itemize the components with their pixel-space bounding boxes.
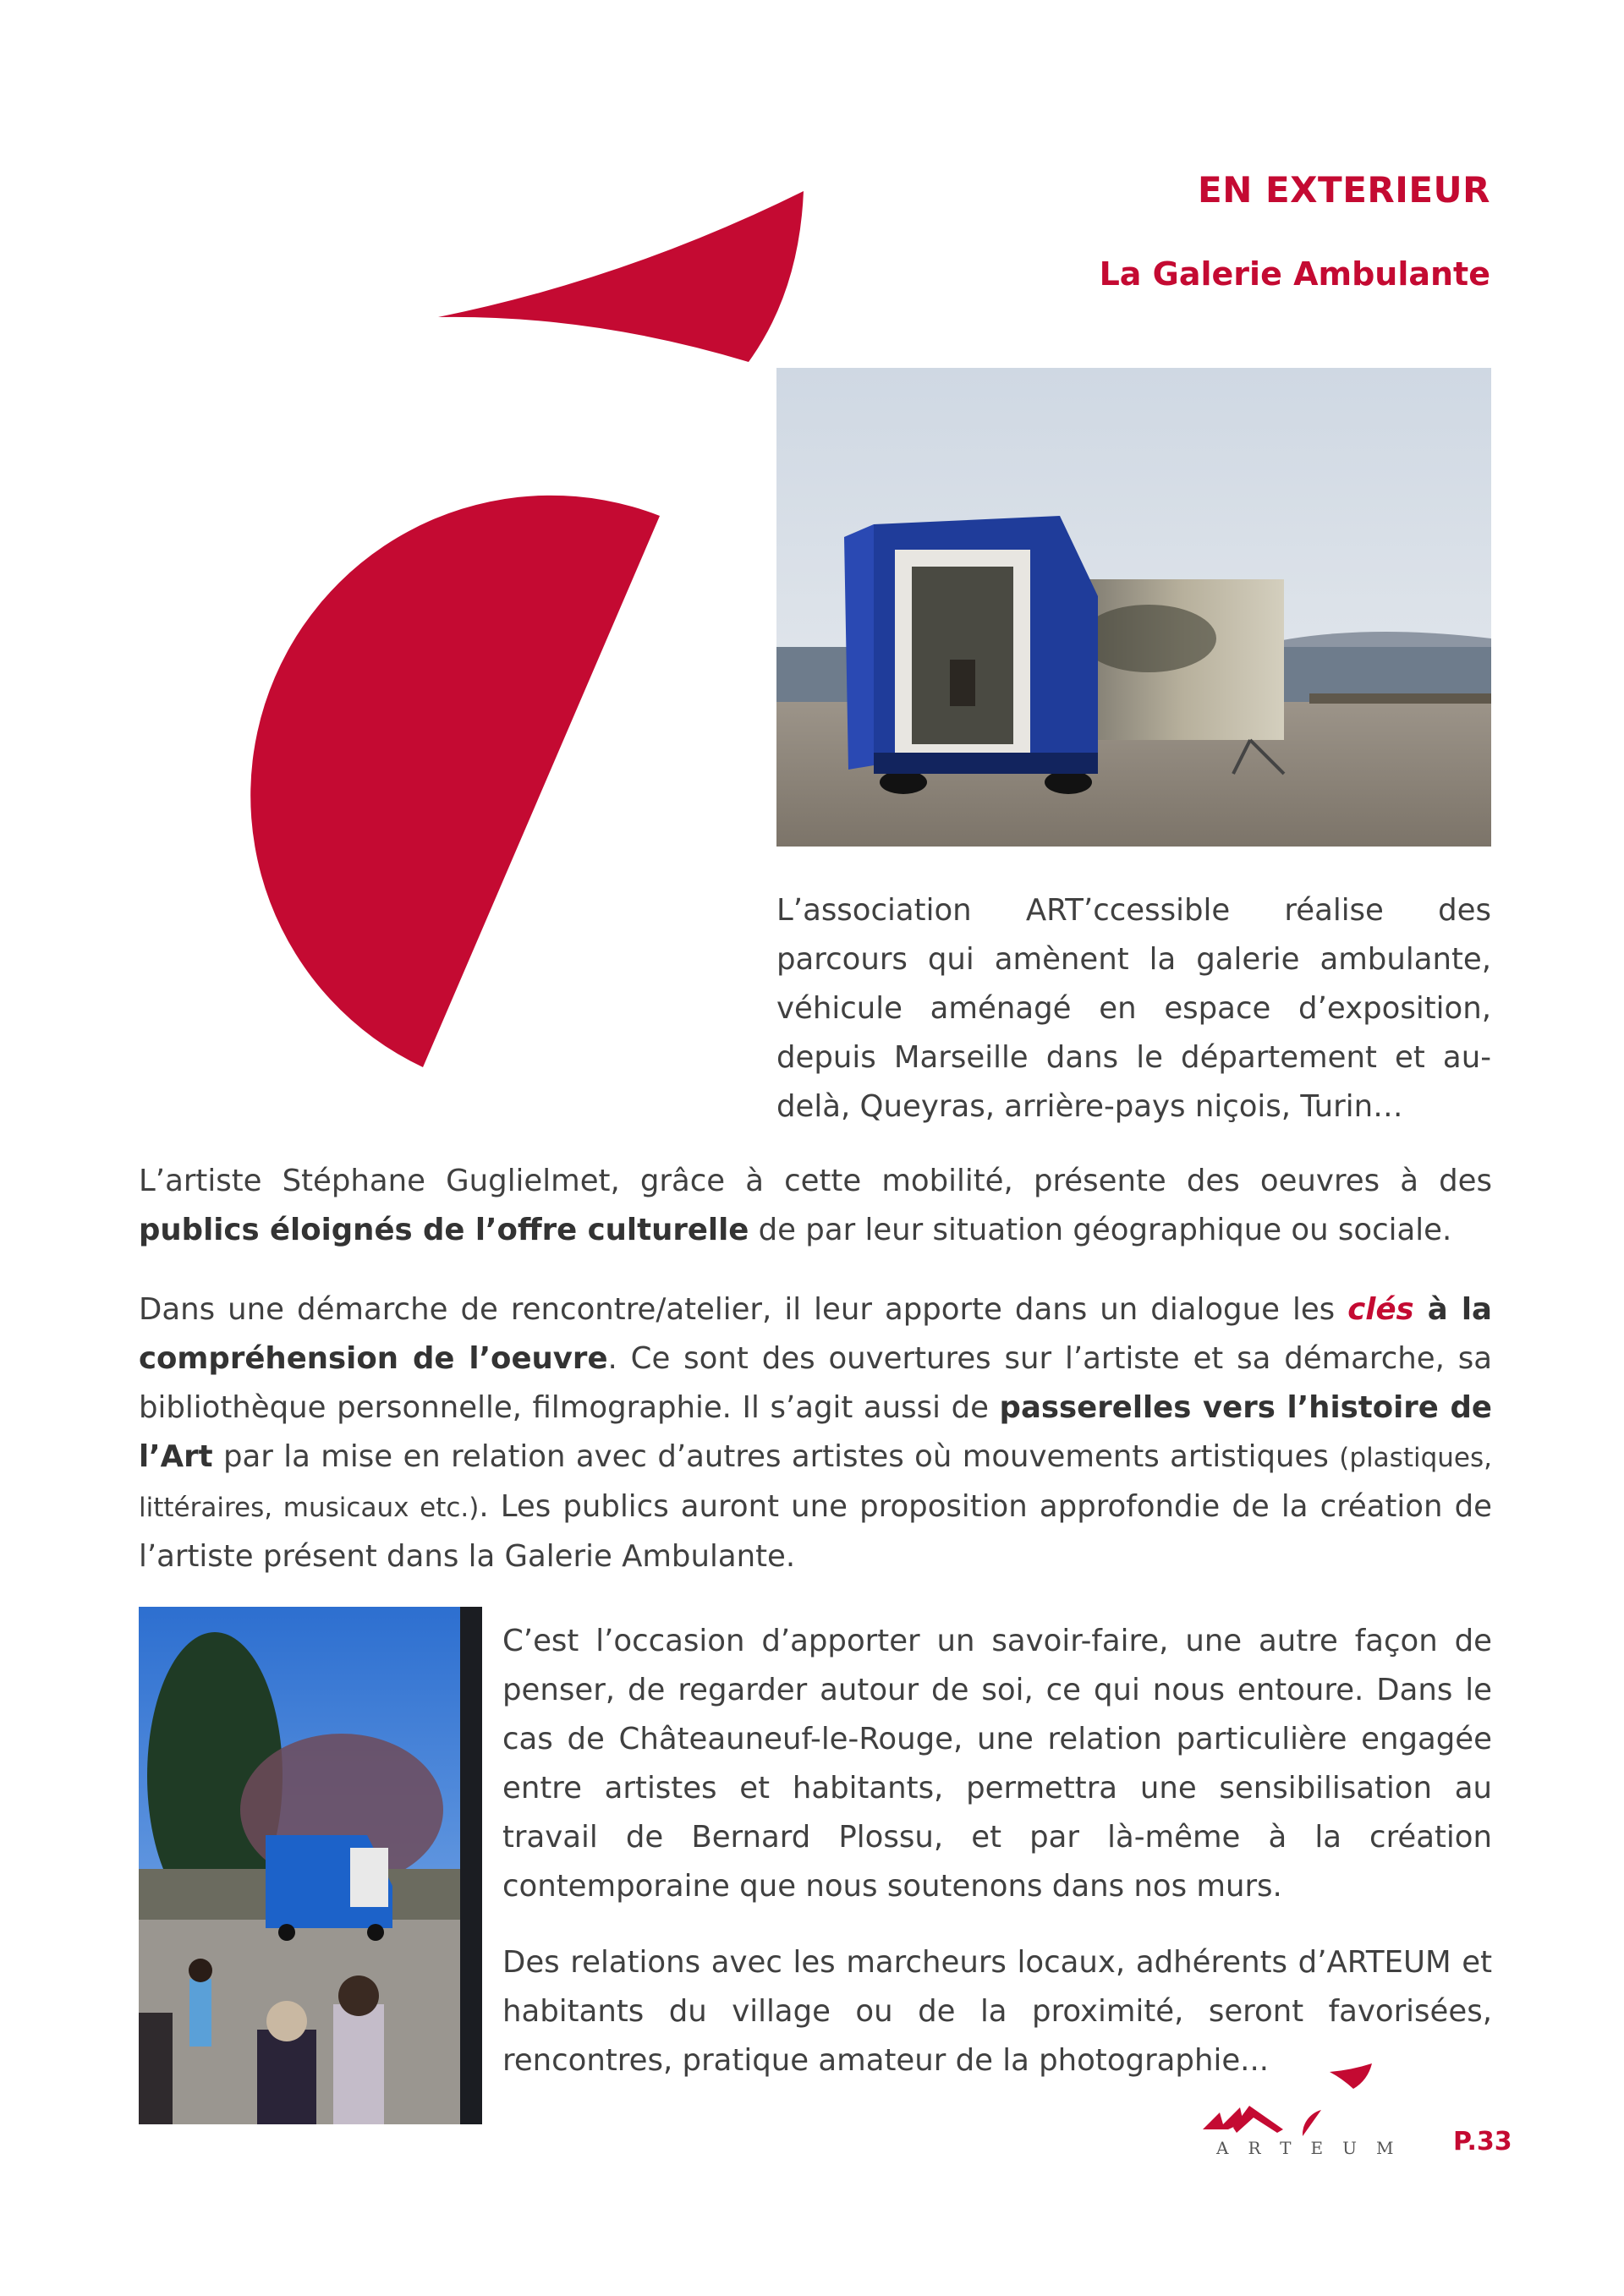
paragraph-opportunity: C’est l’occasion d’apporter un savoir-faire, une autre façon de penser, de regarder autour de soi, ce qui nous entoure. Dans le cas de Châteauneuf-le-Rouge, une relation particulière engagée entre artistes et habitants, permettra une sensibilisation au travail de Bernard Plossu, et par là-même à la création contemporaine que nous soutenons dans nos murs. bbox=[502, 1624, 1492, 1904]
van-photo bbox=[776, 368, 1491, 847]
bold-text-run: passerelles vers l’histoire de l’Art bbox=[139, 1390, 1492, 1474]
text-run: . Les publics auront une proposition approfondie de la création de l’artiste présent dans la Galerie Ambulante. bbox=[139, 1489, 1492, 1574]
highlight-text-run: clés bbox=[1347, 1292, 1414, 1327]
text-run: L’artiste Stéphane Guglielmet, grâce à cette mobilité, présente des oeuvres à des bbox=[139, 1164, 1492, 1198]
text-run: Dans une démarche de rencontre/atelier, il leur apporte dans un dialogue les bbox=[139, 1292, 1348, 1327]
bold-text-run: à la compréhension de l’oeuvre bbox=[139, 1292, 1492, 1376]
text-run: par la mise en relation avec d’autres artistes où mouvements artistiques bbox=[212, 1439, 1340, 1474]
page-number: P.33 bbox=[1453, 2127, 1512, 2156]
logo-mark-center bbox=[1233, 2106, 1283, 2133]
paragraph-relations: Des relations avec les marcheurs locaux, adhérents d’ARTEUM et habitants du village ou de la proximité, seront favorisées, rencontres, pratique amateur de la photographie... bbox=[502, 1945, 1492, 2078]
section-subtitle: La Galerie Ambulante bbox=[1099, 255, 1490, 293]
schoolyard-photo bbox=[139, 1607, 482, 2124]
red-half-disc-shape bbox=[250, 496, 660, 1067]
text-run: . Ce sont des ouvertures sur l’artiste et sa démarche, sa bibliothèque personnelle, filmographie. Il s’agit aussi de bbox=[139, 1341, 1492, 1425]
small-text-run: (plastiques, littéraires, musicaux etc.) bbox=[139, 1443, 1492, 1523]
logo-wordmark: ARTEUM bbox=[1216, 2138, 1413, 2158]
bold-text-run: publics éloignés de l’offre culturelle bbox=[139, 1213, 749, 1247]
paragraph-artist bbox=[139, 1157, 1492, 1255]
logo-mark-right bbox=[1303, 2063, 1372, 2136]
paragraph-workshop bbox=[139, 1285, 1492, 1581]
text-run: de par leur situation géographique ou sociale. bbox=[749, 1213, 1452, 1247]
red-blade-shape bbox=[438, 191, 804, 362]
paragraph-association: L’association ART’ccessible réalise des parcours qui amènent la galerie ambulante, véhicule aménagé en espace d’exposition, depuis Marseille dans le département et au-delà, Queyras, arrière-pays niçois, Turin… bbox=[776, 893, 1491, 1124]
section-title: EN EXTERIEUR bbox=[1198, 169, 1490, 211]
